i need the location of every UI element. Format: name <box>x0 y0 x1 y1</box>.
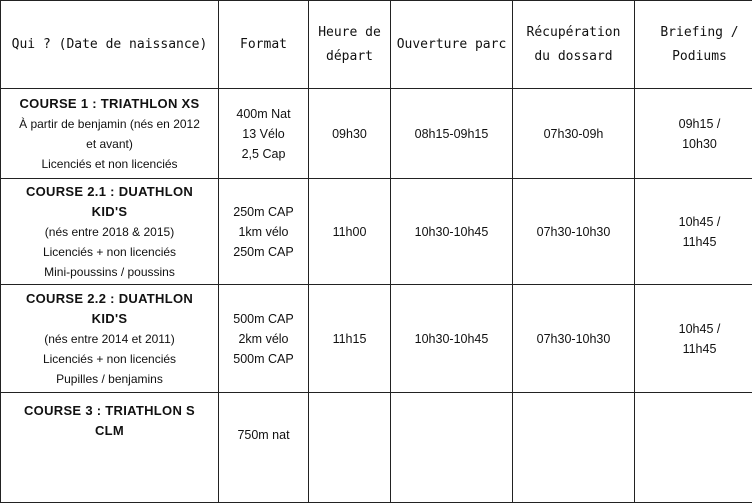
table-row <box>1 89 752 179</box>
briefing-cell <box>635 285 752 393</box>
parc-cell <box>391 393 513 503</box>
header-who: Qui ? (Date de naissance) <box>1 1 219 89</box>
depart-cell: 11h00 <box>309 179 391 285</box>
parc-cell: 10h30-10h45 <box>391 179 513 285</box>
race-cell <box>1 393 219 503</box>
race-cell <box>1 285 219 393</box>
format-line: 400m Nat <box>223 104 304 124</box>
header-parc: Ouverture parc <box>391 1 513 89</box>
format-line: 13 Vélo <box>223 124 304 144</box>
race-title: COURSE 2.2 : DUATHLON <box>5 289 214 309</box>
header-dossard-line1: Récupération <box>527 25 621 40</box>
race-title: COURSE 2.1 : DUATHLON <box>5 182 214 202</box>
briefing-line: 10h45 / <box>639 319 752 339</box>
race-line: Licenciés + non licenciés <box>5 349 214 369</box>
dossard-cell <box>513 393 635 503</box>
race-title: COURSE 3 : TRIATHLON S <box>5 401 214 421</box>
header-dossard <box>513 1 635 89</box>
race-line: Licenciés + non licenciés <box>5 242 214 262</box>
depart-cell: 11h15 <box>309 285 391 393</box>
race-line: Pupilles / benjamins <box>5 369 214 389</box>
table-row <box>1 179 752 285</box>
race-line: (nés entre 2018 & 2015) <box>5 222 214 242</box>
briefing-cell <box>635 89 752 179</box>
format-line: 2,5 Cap <box>223 144 304 164</box>
format-line: 250m CAP <box>223 202 304 222</box>
header-briefing-line2: Podiums <box>672 49 727 64</box>
race-line: Mini-poussins / poussins <box>5 262 214 282</box>
race-title-line2: CLM <box>5 421 214 441</box>
format-cell <box>219 179 309 285</box>
table-row <box>1 393 752 503</box>
race-title: COURSE 1 : TRIATHLON XS <box>5 94 214 114</box>
format-line: 2km vélo <box>223 329 304 349</box>
briefing-line: 09h15 / <box>639 114 752 134</box>
depart-cell <box>309 393 391 503</box>
header-depart <box>309 1 391 89</box>
briefing-cell <box>635 393 752 503</box>
header-briefing-line1: Briefing / <box>660 25 738 40</box>
race-line: (nés entre 2014 et 2011) <box>5 329 214 349</box>
dossard-cell: 07h30-10h30 <box>513 179 635 285</box>
parc-cell: 08h15-09h15 <box>391 89 513 179</box>
format-line: 250m CAP <box>223 242 304 262</box>
format-line: 1km vélo <box>223 222 304 242</box>
parc-cell: 10h30-10h45 <box>391 285 513 393</box>
header-depart-line1: Heure de <box>318 25 381 40</box>
briefing-line: 10h45 / <box>639 212 752 232</box>
format-cell <box>219 393 309 503</box>
format-line: 500m CAP <box>223 349 304 369</box>
race-line: À partir de benjamin (nés en 2012 <box>5 114 214 134</box>
header-row <box>1 1 752 89</box>
header-dossard-line2: du dossard <box>534 49 612 64</box>
header-format: Format <box>219 1 309 89</box>
race-cell <box>1 179 219 285</box>
briefing-line: 11h45 <box>639 232 752 252</box>
format-cell <box>219 285 309 393</box>
header-depart-line2: départ <box>326 49 373 64</box>
format-cell <box>219 89 309 179</box>
dossard-cell: 07h30-10h30 <box>513 285 635 393</box>
table-row <box>1 285 752 393</box>
briefing-line: 11h45 <box>639 339 752 359</box>
race-cell <box>1 89 219 179</box>
header-briefing <box>635 1 752 89</box>
format-line: 750m nat <box>223 425 304 445</box>
format-line: 500m CAP <box>223 309 304 329</box>
race-title-line2: KID'S <box>5 309 214 329</box>
depart-cell: 09h30 <box>309 89 391 179</box>
briefing-cell <box>635 179 752 285</box>
briefing-line: 10h30 <box>639 134 752 154</box>
race-title-line2: KID'S <box>5 202 214 222</box>
race-line: et avant) <box>5 134 214 154</box>
dossard-cell: 07h30-09h <box>513 89 635 179</box>
race-line: Licenciés et non licenciés <box>5 154 214 174</box>
